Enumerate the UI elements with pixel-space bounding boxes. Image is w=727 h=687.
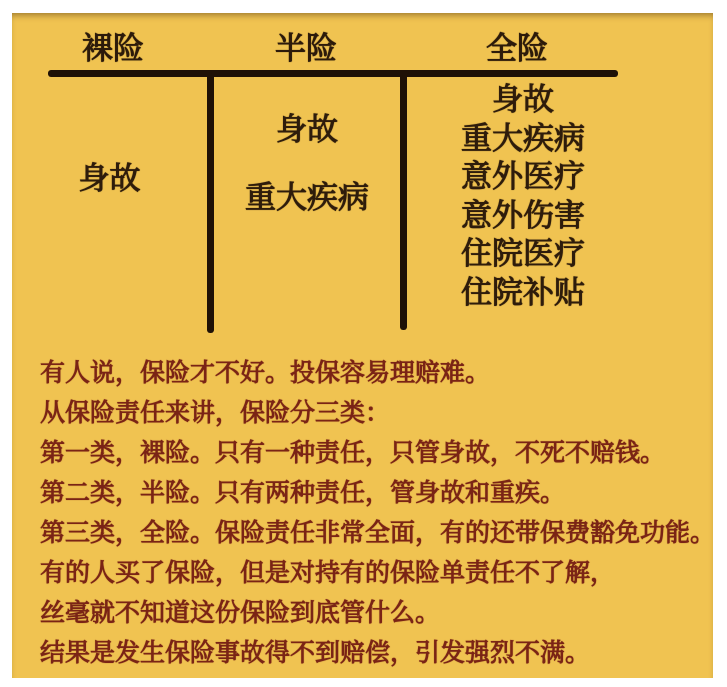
coverage-item: 意外医疗 [461,159,585,195]
coverage-item: 身故 [276,112,338,148]
commentary-line: 从保险责任来讲，保险分三类： [40,398,391,427]
coverage-item: 意外伤害 [461,197,585,234]
table-horizontal-rule [48,70,618,77]
coverage-item: 身故 [78,160,141,197]
commentary-line: 有的人买了保险，但是对持有的保险单责任不了解， [40,558,616,587]
commentary-line: 有人说，保险才不好。投保容易理赔难。 [40,358,491,387]
commentary-line: 结果是发生保险事故得不到赔偿，引发强烈不满。 [40,638,591,667]
commentary-line: 第一类，裸险。只有一种责任，只管身故，不死不赔钱。 [40,438,666,467]
insurance-infographic-panel [12,13,716,678]
coverage-item: 重大疾病 [461,120,585,157]
column-bare-insurance-items [12,77,207,333]
coverage-item: 身故 [492,82,554,118]
commentary-paragraph [40,353,716,673]
column-header-bare-insurance: 裸险 [82,31,144,67]
commentary-line: 第二类，半险。只有两种责任，管身故和重疾。 [40,478,566,507]
column-half-insurance-items [214,77,400,333]
column-header-full-insurance: 全险 [486,31,548,67]
coverage-item: 住院医疗 [461,236,585,272]
table-vertical-divider-1 [207,73,214,333]
coverage-item: 住院补贴 [461,274,585,311]
column-full-insurance-items [403,81,643,312]
commentary-line: 第三类，全险。保险责任非常全面，有的还带保费豁免功能。 [40,518,716,547]
column-header-half-insurance: 半险 [275,31,337,67]
coverage-item: 重大疾病 [245,180,369,216]
commentary-line: 丝毫就不知道这份保险到底管什么。 [40,598,441,627]
